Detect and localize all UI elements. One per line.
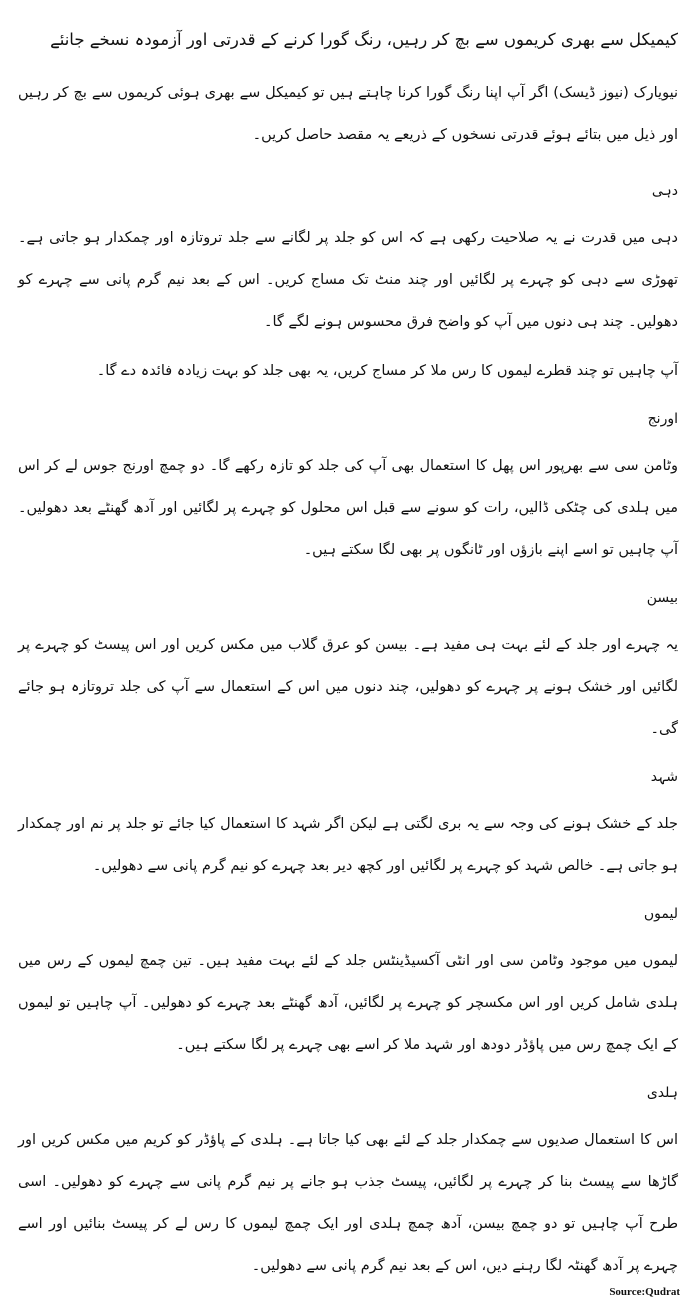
section-heading: لیموں	[643, 906, 678, 922]
section-turmeric	[18, 1084, 678, 1287]
section-gram-flour	[18, 589, 678, 750]
section-paragraph: آپ چاہیں تو چند قطرے لیموں کا رس ملا کر مساج کریں، یہ بھی جلد کو بہت زیادہ فائدہ دے گا۔	[96, 363, 678, 379]
article-title: کیمیکل سے بھری کریموں سے بچ کر رہیں، رنگ گورا کرنے کے قدرتی اور آزمودہ نسخے جانئے	[50, 30, 678, 49]
section-orange	[18, 410, 678, 571]
section-paragraph: جلد کے خشک ہونے کی وجہ سے یہ بری لگتی ہے لیکن اگر شہد کا استعمال کیا جائے تو جلد پر نم اور چمکدار ہو جاتی ہے۔ خالص شہد کو چہرے پر لگائیں اور کچھ دیر بعد چہرے کو نیم گرم پانی سے دھولیں۔	[18, 816, 678, 874]
section-heading: ہلدی	[646, 1085, 678, 1101]
section-honey	[18, 768, 678, 887]
section-paragraph: وٹامن سی سے بھرپور اس پھل کا استعمال بھی آپ کی جلد کو تازہ رکھے گا۔ دو چمچ اورنج جوس لے کر اس میں ہلدی کی چٹکی ڈالیں، رات کو سونے سے قبل اس محلول کو چہرے پر لگائیں اور آدھ گھنٹے بعد دھولیں۔ آپ چاہیں تو اسے اپنے بازؤں اور ٹانگوں پر بھی لگا سکتے ہیں۔	[18, 458, 678, 558]
source-credit: Source:Qudrat	[609, 1286, 680, 1298]
section-heading: دہی	[651, 183, 678, 199]
section-lemon	[18, 905, 678, 1066]
article	[18, 30, 678, 1305]
section-heading: بیسن	[646, 590, 678, 606]
section-heading: اورنج	[647, 411, 678, 427]
section-paragraph: دہی میں قدرت نے یہ صلاحیت رکھی ہے کہ اس کو جلد پر لگانے سے جلد تروتازہ اور چمکدار ہو جاتی ہے۔ تھوڑی سے دہی کو چہرے پر لگائیں اور چند منٹ تک مساج کریں۔ اس کے بعد نیم گرم پانی سے چہرے کو دھولیں۔ چند ہی دنوں میں آپ کو واضح فرق محسوس ہونے لگے گا۔	[18, 230, 678, 330]
section-paragraph: اس کا استعمال صدیوں سے چمکدار جلد کے لئے بھی کیا جاتا ہے۔ ہلدی کے پاؤڈر کو کریم میں مکس کریں اور گاڑھا سے پیسٹ بنا کر چہرے پر لگائیں، پیسٹ جذب ہو جانے پر نیم گرم پانی سے چہرے کو دھولیں۔ اسی طرح آپ چاہیں تو دو چمچ بیسن، آدھ چمچ ہلدی اور ایک چمچ لیموں کا رس لے کر پیسٹ بنائیں اور اسے چہرے پر آدھ گھنٹہ لگا رہنے دیں، اس کے بعد نیم گرم پانی سے دھولیں۔	[18, 1132, 678, 1274]
section-paragraph: لیموں میں موجود وٹامن سی اور انٹی آکسیڈینٹس جلد کے لئے بہت مفید ہیں۔ تین چمچ لیموں کے رس میں ہلدی شامل کریں اور اس مکسچر کو چہرے پر لگائیں، آدھ گھنٹے بعد چہرے کو دھولیں۔ آپ چاہیں تو لیموں کے ایک چمچ رس میں پاؤڈر دودھ اور شہد ملا کر اسے بھی چہرے پر لگا سکتے ہیں۔	[18, 953, 678, 1053]
section-paragraph: یہ چہرے اور جلد کے لئے بہت ہی مفید ہے۔ بیسن کو عرق گلاب میں مکس کریں اور اس پیسٹ کو چہرے پر لگائیں اور خشک ہونے پر چہرے کو دھولیں، چند دنوں میں اس کے استعمال سے آپ کی جلد تروتازہ ہو جائے گی۔	[18, 637, 678, 737]
section-yogurt	[18, 182, 678, 392]
article-intro: نیویارک (نیوز ڈیسک) اگر آپ اپنا رنگ گورا کرنا چاہتے ہیں تو کیمیکل سے بھری ہوئی کریموں سے بچ کر رہیں اور ذیل میں بتائے ہوئے قدرتی نسخوں کے ذریعے یہ مقصد حاصل کریں۔	[18, 85, 678, 143]
section-heading: شہد	[650, 769, 678, 785]
